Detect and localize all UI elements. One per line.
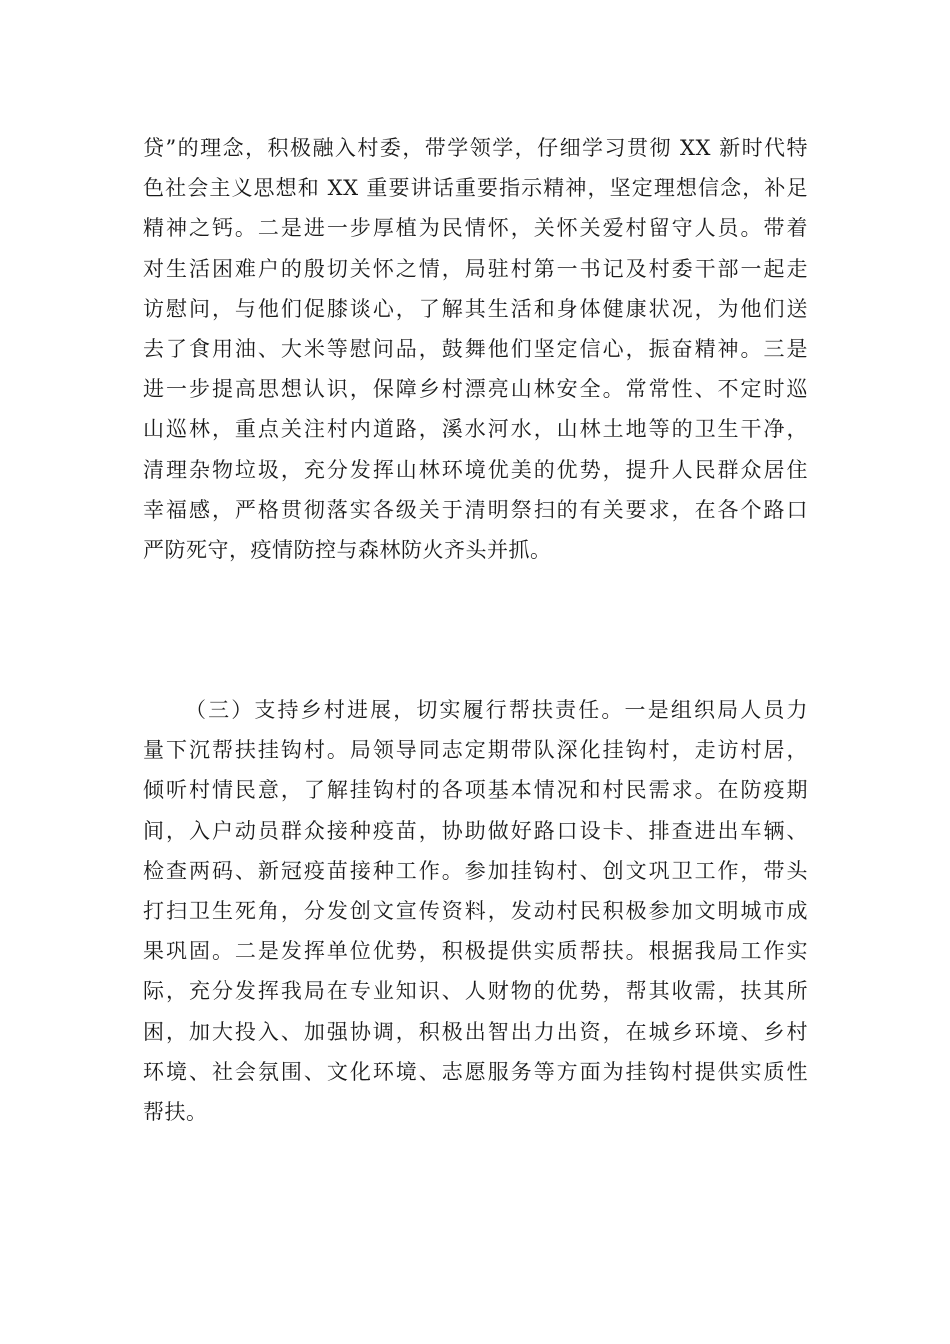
text-line: 去了食用油、大米等慰问品，鼓舞他们坚定信心，振奋精神。三是 [143,336,808,361]
body-paragraph-1 [143,128,808,570]
text-line: 环境、社会氛围、文化环境、志愿服务等方面为挂钩村提供实质性 [143,1059,808,1084]
body-paragraph-2 [143,690,808,1132]
text-line: 果巩固。二是发挥单位优势，积极提供实质帮扶。根据我局工作实 [143,939,808,964]
text-line: 贷”的理念，积极融入村委，带学领学，仔细学习贯彻 XX 新时代特 [143,136,808,160]
text-line: 间，入户动员群众接种疫苗，协助做好路口设卡、排查进出车辆、 [143,818,808,843]
text-line: 对生活困难户的殷切关怀之情，局驻村第一书记及村委干部一起走 [143,256,808,281]
text-line: 检查两码、新冠疫苗接种工作。参加挂钩村、创文巩卫工作，带头 [143,858,808,883]
text-line: 倾听村情民意，了解挂钩村的各项基本情况和村民需求。在防疫期 [143,778,808,803]
text-line: 严防死守，疫情防控与森林防火齐头并抓。 [143,537,552,562]
text-line: 际，充分发挥我局在专业知识、人财物的优势，帮其收需，扶其所 [143,979,808,1004]
text-line: 量下沉帮扶挂钩村。局领导同志定期带队深化挂钩村，走访村居， [143,738,808,763]
section-heading-line: （三）支持乡村进展，切实履行帮扶责任。一是组织局人员力 [185,698,808,722]
text-line: 精神之钙。二是进一步厚植为民情怀，关怀关爱村留守人员。带着 [143,216,808,241]
text-line: 帮扶。 [143,1099,208,1124]
text-line: 进一步提高思想认识，保障乡村漂亮山林安全。常常性、不定时巡 [143,377,808,402]
text-line: 打扫卫生死角，分发创文宣传资料，发动村民积极参加文明城市成 [143,898,808,923]
text-line: 色社会主义思想和 XX 重要讲话重要指示精神，坚定理想信念，补足 [143,176,808,201]
text-line: 访慰问，与他们促膝谈心，了解其生活和身体健康状况，为他们送 [143,296,808,321]
text-line: 清理杂物垃圾，充分发挥山林环境优美的优势，提升人民群众居住 [143,457,808,482]
text-line: 困，加大投入、加强协调，积极出智出力出资，在城乡环境、乡村 [143,1019,808,1044]
text-line: 山巡林，重点关注村内道路，溪水河水，山林土地等的卫生干净， [143,417,808,442]
text-line: 幸福感，严格贯彻落实各级关于清明祭扫的有关要求，在各个路口 [143,497,808,522]
